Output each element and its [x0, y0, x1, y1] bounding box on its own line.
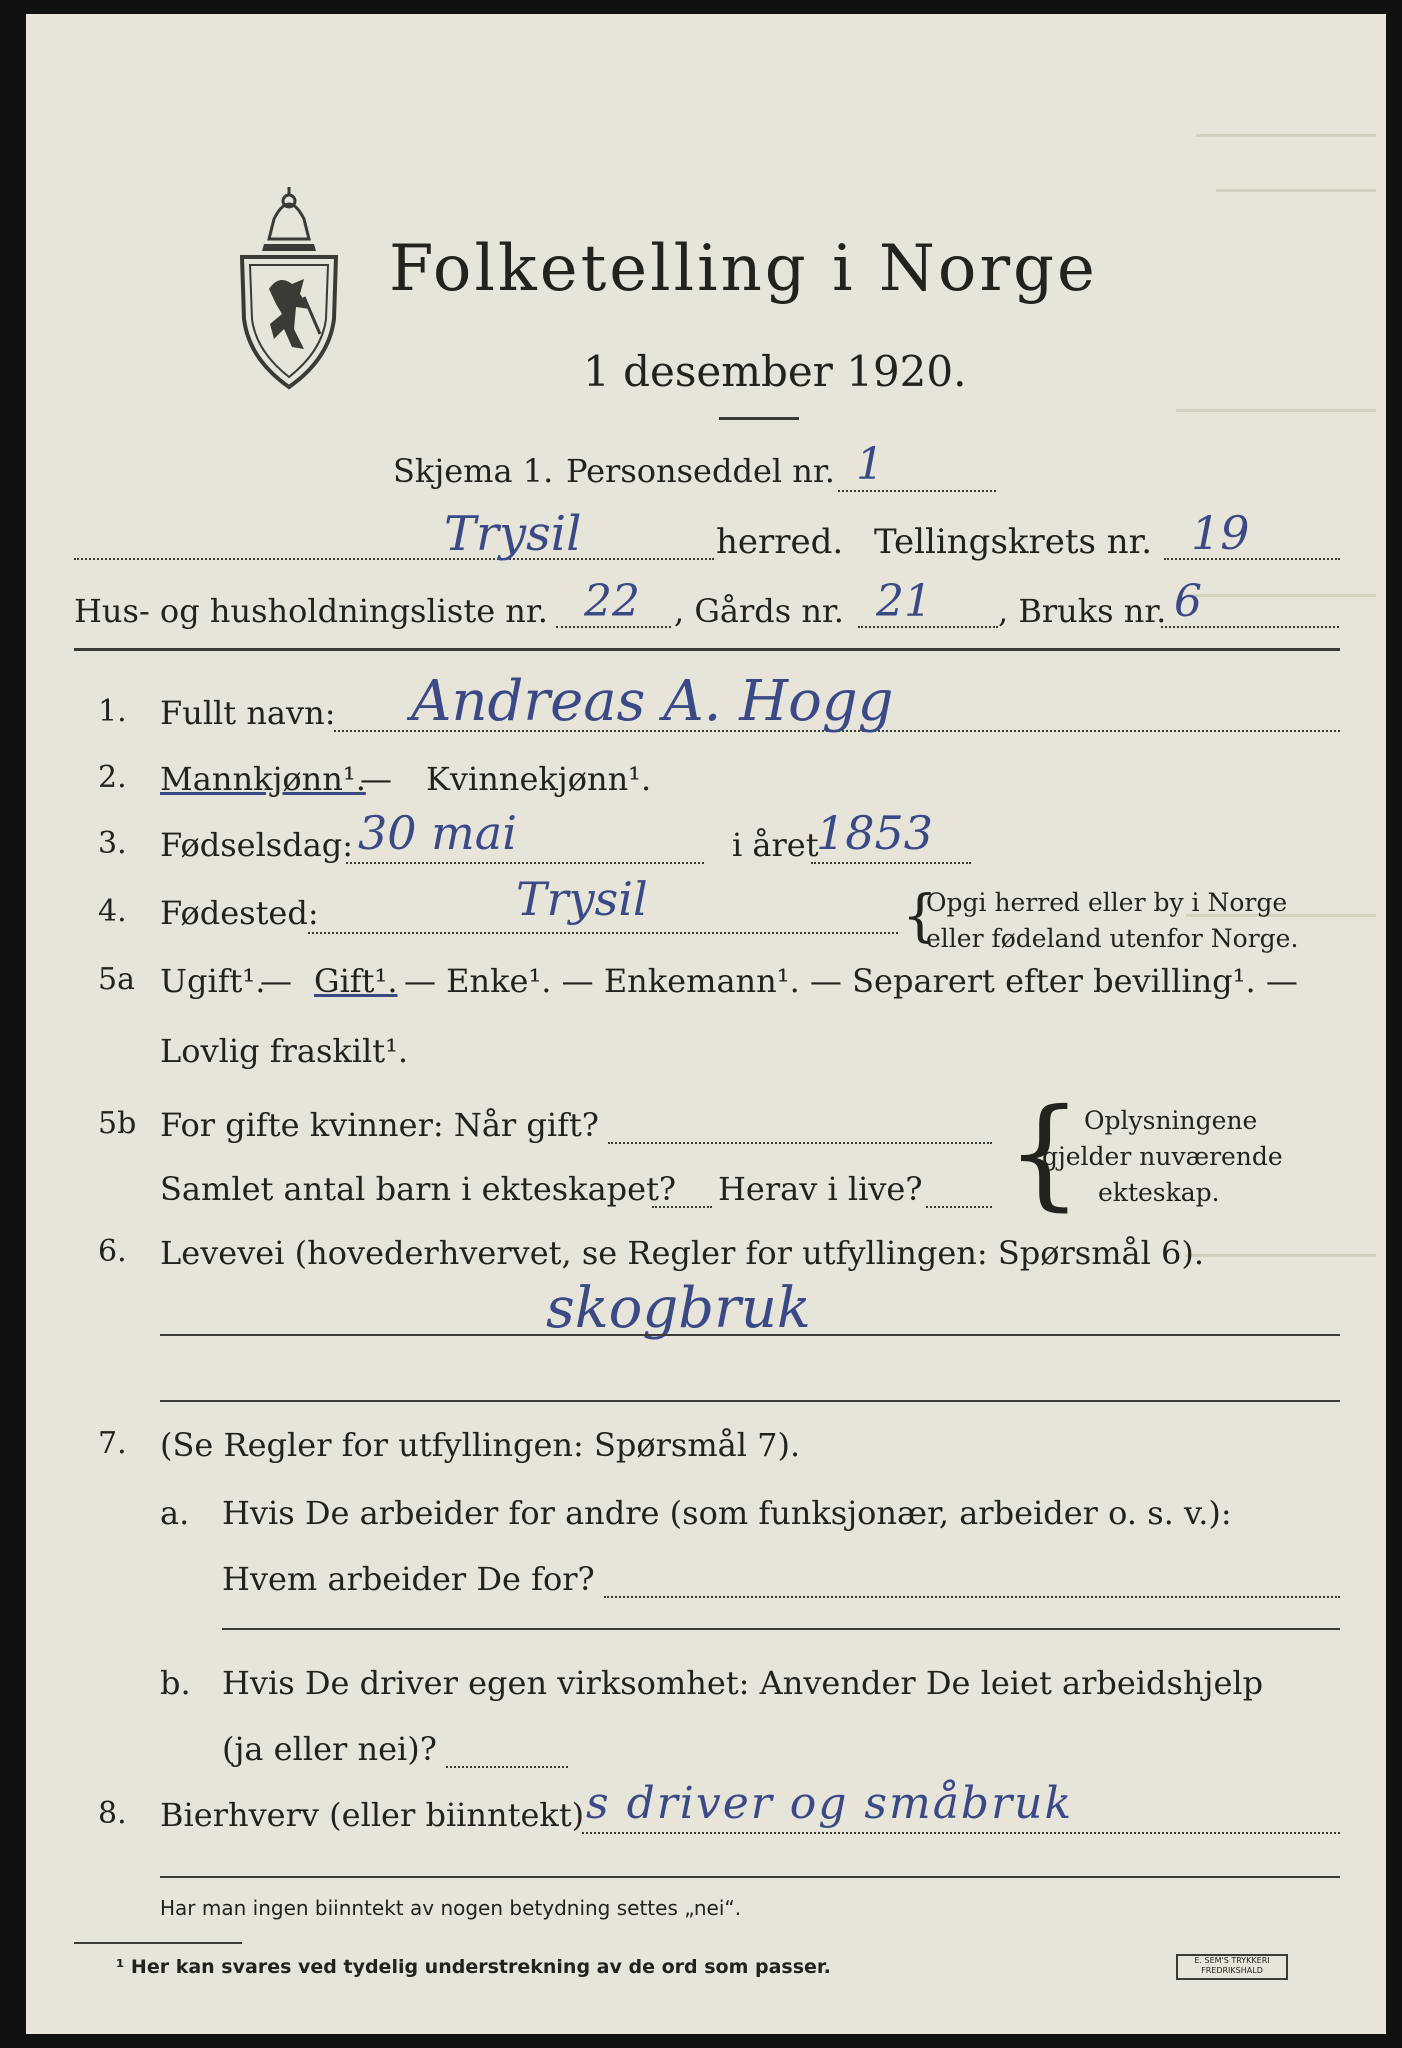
q6-value[interactable]: skogbruk	[546, 1276, 811, 1341]
q4-value[interactable]: Trysil	[516, 872, 648, 926]
header-rule	[74, 648, 1340, 651]
q5b-brace: {	[1006, 1084, 1083, 1223]
q5b-note-2: gjelder nuværende	[1042, 1142, 1283, 1171]
q5a-line2: Lovlig fraskilt¹.	[160, 1032, 409, 1070]
q7a-line-2	[222, 1628, 1340, 1630]
q3-year-line	[811, 862, 971, 864]
title-divider	[719, 417, 799, 420]
skjema-label: Skjema 1.	[393, 452, 554, 490]
q4-brace: {	[902, 884, 938, 949]
q2-male: Mannkjønn¹.	[160, 760, 366, 798]
q5b-label-2: Samlet antal barn i ekteskapet?	[160, 1170, 677, 1208]
q1-label: Fullt navn:	[160, 694, 336, 732]
q5a-options: — Enke¹. — Enkemann¹. — Separert efter bevilling¹. —	[404, 962, 1298, 1000]
q5b-number: 5b	[98, 1106, 137, 1141]
q3-value[interactable]: 30 mai	[358, 806, 517, 860]
q8-number: 8.	[98, 1796, 127, 1831]
q5a-number: 5a	[98, 962, 135, 997]
personseddel-label: Personseddel nr.	[566, 452, 835, 490]
q8-line-2	[160, 1876, 1340, 1878]
census-form	[26, 14, 1386, 2034]
q5a-gift: Gift¹.	[314, 962, 398, 1000]
q7-label: (Se Regler for utfyllingen: Spørsmål 7).	[160, 1426, 801, 1464]
herred-value[interactable]: Trysil	[444, 506, 582, 562]
q7a-line-1	[604, 1596, 1340, 1598]
q5b-line-1	[608, 1142, 992, 1144]
q7b-label-1: Hvis De driver egen virksomhet: Anvender De leiet arbeidshjelp	[222, 1664, 1264, 1702]
printer-stamp: E. SEM'S TRYKKERI FREDRIKSHALD	[1176, 1954, 1288, 1980]
q3-year-label: i året	[732, 826, 819, 864]
q5b-label-3: Herav i live?	[718, 1170, 923, 1208]
q5b-note-1: Oplysningene	[1084, 1106, 1258, 1135]
q7a-label-1: Hvis De arbeider for andre (som funksjonær, arbeider o. s. v.):	[222, 1494, 1232, 1532]
q2-female: Kvinnekjønn¹.	[426, 760, 652, 798]
q4-note-1: Opgi herred eller by i Norge	[926, 888, 1288, 917]
q3-year-value[interactable]: 1853	[816, 806, 934, 860]
hus-value[interactable]: 22	[584, 576, 640, 627]
q8-label: Bierhverv (eller biinntekt)	[160, 1796, 585, 1834]
q7b-line	[446, 1766, 568, 1768]
bruks-label: , Bruks nr.	[998, 592, 1167, 630]
q2-number: 2.	[98, 760, 127, 795]
q1-value[interactable]: Andreas A. Hogg	[411, 669, 894, 734]
q3-label: Fødselsdag:	[160, 826, 354, 864]
q4-number: 4.	[98, 894, 127, 929]
footnote-rule	[74, 1942, 242, 1944]
q5b-line-3	[926, 1206, 992, 1208]
q3-line	[346, 862, 704, 864]
q6-line-2	[160, 1400, 1340, 1402]
q1-number: 1.	[98, 694, 127, 729]
footer-note: Har man ingen biinntekt av nogen betydning settes „nei“.	[160, 1896, 742, 1920]
gards-label: , Gårds nr.	[674, 592, 844, 630]
q5b-label-1: For gifte kvinner: Når gift?	[160, 1106, 599, 1144]
personseddel-value[interactable]: 1	[856, 439, 884, 490]
tellingskrets-value[interactable]: 19	[1191, 506, 1250, 560]
q6-line-1	[160, 1334, 1340, 1336]
census-date: 1 desember 1920.	[583, 347, 967, 396]
hus-label: Hus- og husholdningsliste nr.	[74, 592, 548, 630]
bruks-value[interactable]: 6	[1174, 576, 1202, 627]
q2-sep: —	[360, 760, 392, 798]
q7b-number: b.	[160, 1664, 191, 1702]
form-title: Folketelling i Norge	[389, 232, 1098, 306]
q5a-ugift: Ugift¹.	[160, 962, 266, 1000]
q5b-note-3: ekteskap.	[1098, 1178, 1220, 1207]
tellingskrets-label: Tellingskrets nr.	[874, 522, 1153, 562]
personseddel-line	[838, 490, 996, 492]
q7a-label-2: Hvem arbeider De for?	[222, 1560, 595, 1598]
q7-number: 7.	[98, 1426, 127, 1461]
q7b-label-2: (ja eller nei)?	[222, 1730, 437, 1768]
q7a-number: a.	[160, 1494, 190, 1532]
herred-label: herred.	[716, 522, 844, 562]
gards-value[interactable]: 21	[876, 576, 932, 627]
q6-number: 6.	[98, 1234, 127, 1269]
q8-line	[582, 1832, 1340, 1834]
q4-label: Fødested:	[160, 894, 319, 932]
q4-line	[308, 932, 898, 934]
q5b-line-2	[652, 1206, 712, 1208]
bleed-through	[1176, 14, 1386, 1614]
q4-note-2: eller fødeland utenfor Norge.	[926, 924, 1299, 953]
footnote: ¹ Her kan svares ved tydelig understrekning av de ord som passer.	[116, 1956, 831, 1978]
q5a-dash: —	[260, 962, 292, 1000]
q3-number: 3.	[98, 826, 127, 861]
herred-line	[74, 558, 714, 560]
q6-label: Levevei (hovederhvervet, se Regler for utfyllingen: Spørsmål 6).	[160, 1234, 1205, 1272]
norwegian-coat-of-arms-icon	[234, 179, 344, 394]
q8-value[interactable]: s driver og småbruk	[586, 1778, 1074, 1829]
